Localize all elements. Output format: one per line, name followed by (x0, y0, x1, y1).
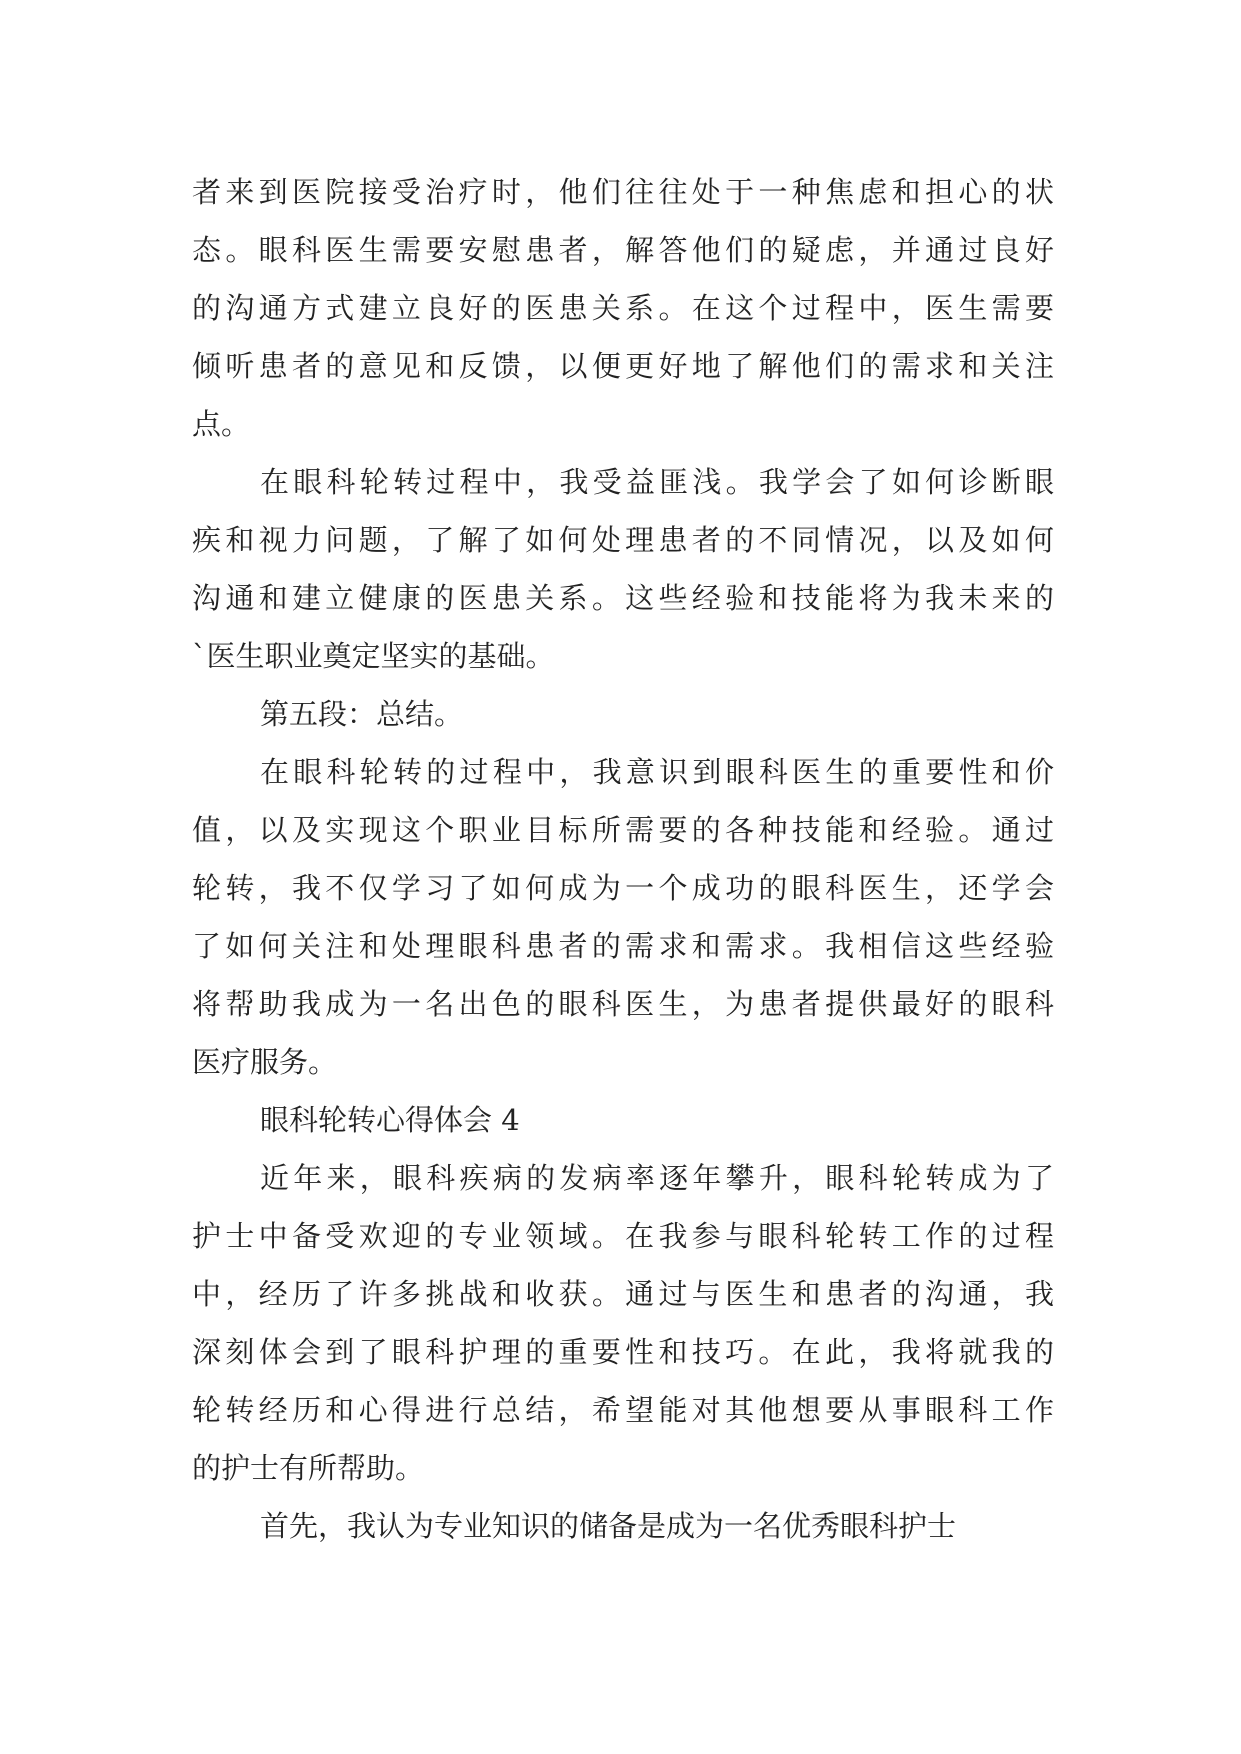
paragraph (192, 453, 1054, 685)
text-line: 的护士有所帮助。 (192, 1451, 425, 1485)
text-line: 了如何关注和处理眼科患者的需求和需求。我相信这些经验 (192, 929, 1054, 963)
text-line: 深刻体会到了眼科护理的重要性和技巧。在此，我将就我的 (192, 1335, 1054, 1369)
paragraph (192, 685, 1054, 743)
paragraph (192, 1091, 1054, 1149)
body-text (192, 163, 1054, 1555)
text-line: 者来到医院接受治疗时，他们往往处于一种焦虑和担心的状 (192, 175, 1054, 209)
text-line: 态。眼科医生需要安慰患者，解答他们的疑虑，并通过良好 (192, 233, 1054, 267)
text-line: 点。 (192, 407, 251, 441)
text-line: 中，经历了许多挑战和收获。通过与医生和患者的沟通，我 (192, 1277, 1054, 1311)
text-line: 护士中备受欢迎的专业领域。在我参与眼科轮转工作的过程 (192, 1219, 1054, 1253)
text-line: 将帮助我成为一名出色的眼科医生，为患者提供最好的眼科 (192, 987, 1054, 1021)
text-line: 倾听患者的意见和反馈，以便更好地了解他们的需求和关注 (192, 349, 1054, 383)
text-line: 第五段：总结。 (260, 697, 464, 731)
text-line: 疾和视力问题，了解了如何处理患者的不同情况，以及如何 (192, 523, 1054, 557)
paragraph (192, 1149, 1054, 1497)
text-line: 轮转，我不仅学习了如何成为一个成功的眼科医生，还学会 (192, 871, 1054, 905)
text-line: 在眼科轮转过程中，我受益匪浅。我学会了如何诊断眼 (260, 465, 1054, 499)
text-line: 值，以及实现这个职业目标所需要的各种技能和经验。通过 (192, 813, 1054, 847)
text-line: 医疗服务。 (192, 1045, 338, 1079)
text-line: 近年来，眼科疾病的发病率逐年攀升，眼科轮转成为了 (260, 1161, 1054, 1195)
text-line: 沟通和建立健康的医患关系。这些经验和技能将为我未来的 (192, 581, 1054, 615)
paragraph (192, 743, 1054, 1091)
text-line: `医生职业奠定坚实的基础。 (192, 639, 555, 673)
text-line: 在眼科轮转的过程中，我意识到眼科医生的重要性和价 (260, 755, 1054, 789)
paragraph (192, 163, 1054, 453)
text-line: 的沟通方式建立良好的医患关系。在这个过程中，医生需要 (192, 291, 1054, 325)
text-line: 轮转经历和心得进行总结，希望能对其他想要从事眼科工作 (192, 1393, 1054, 1427)
text-line: 眼科轮转心得体会 4 (260, 1103, 520, 1137)
text-line: 首先，我认为专业知识的储备是成为一名优秀眼科护士 (260, 1509, 957, 1543)
paragraph (192, 1497, 1054, 1555)
